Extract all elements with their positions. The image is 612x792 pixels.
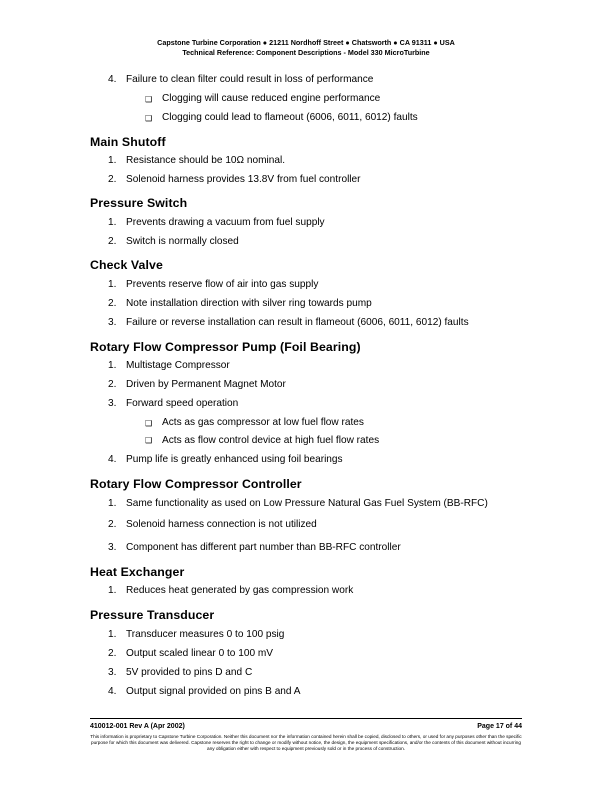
section-heading-check-valve: Check Valve [90, 258, 163, 272]
list-item: Output scaled linear 0 to 100 mV [126, 648, 274, 659]
section-heading-pressure-switch: Pressure Switch [90, 196, 188, 210]
checkbox-bullet-icon: ❑ [145, 419, 153, 428]
list-item: Transducer measures 0 to 100 psig [126, 629, 285, 640]
list-number: 1. [108, 360, 117, 371]
header-address: Capstone Turbine Corporation ● 21211 Nordhoff Street ● Chatsworth ● CA 91311 ● USA [157, 38, 455, 47]
list-item: Switch is normally closed [126, 236, 239, 247]
checkbox-bullet-icon: ❑ [145, 95, 153, 104]
list-item: Prevents reserve flow of air into gas supply [126, 279, 319, 290]
list-number: 2. [108, 379, 117, 390]
list-number: 1. [108, 498, 117, 509]
list-number: 3. [108, 667, 117, 678]
list-number: 1. [108, 585, 117, 596]
list-item: Solenoid harness connection is not utilized [126, 519, 317, 530]
list-item: Resistance should be 10Ω nominal. [126, 155, 286, 166]
list-number: 3. [108, 398, 117, 409]
header-title: Technical Reference: Component Descriptions - Model 330 MicroTurbine [182, 48, 430, 57]
section-heading-rotary-pump: Rotary Flow Compressor Pump (Foil Bearing) [90, 340, 361, 354]
checkbox-bullet-icon: ❑ [145, 436, 153, 445]
sub-list-item: Acts as flow control device at high fuel flow rates [162, 435, 380, 446]
section-heading-rotary-controller: Rotary Flow Compressor Controller [90, 477, 302, 491]
list-number: 2. [108, 648, 117, 659]
list-item: Solenoid harness provides 13.8V from fuel controller [126, 174, 361, 185]
list-item: Component has different part number than BB-RFC controller [126, 542, 401, 553]
section-heading-heat-exchanger: Heat Exchanger [90, 565, 185, 579]
list-item: Prevents drawing a vacuum from fuel supply [126, 217, 325, 228]
list-item: Output signal provided on pins B and A [126, 686, 301, 697]
section-heading-pressure-transducer: Pressure Transducer [90, 608, 215, 622]
list-item: 5V provided to pins D and C [126, 667, 253, 678]
list-item: Multistage Compressor [126, 360, 230, 371]
list-number: 3. [108, 542, 117, 553]
list-item: Forward speed operation [126, 398, 239, 409]
list-number: 3. [108, 317, 117, 328]
checkbox-bullet-icon: ❑ [145, 114, 153, 123]
footer-divider [90, 718, 522, 719]
list-number: 2. [108, 298, 117, 309]
list-number: 1. [108, 217, 117, 228]
list-item: Driven by Permanent Magnet Motor [126, 379, 286, 390]
sub-list-item: Clogging will cause reduced engine performance [162, 93, 381, 104]
list-item: Reduces heat generated by gas compression work [126, 585, 354, 596]
sub-list-item: Acts as gas compressor at low fuel flow rates [162, 417, 364, 428]
list-item: Failure or reverse installation can result in flameout (6006, 6011, 6012) faults [126, 317, 469, 328]
list-number: 2. [108, 519, 117, 530]
list-number: 1. [108, 279, 117, 290]
list-item: Same functionality as used on Low Pressure Natural Gas Fuel System (BB-RFC) [126, 498, 488, 509]
sub-list-item: Clogging could lead to flameout (6006, 6011, 6012) faults [162, 112, 418, 123]
list-number: 4. [108, 454, 117, 465]
footer-legal-notice: This information is proprietary to Capstone Turbine Corporation. Neither this document nor the information contained herein shall be copied, disclosed to others, or used for any purposes other than the specific purpose for which this document was delivered. Capstone reserves the right to change or modify without notice, the design, the equipment specifications, and/or the contents of this document without incurring any obligation either with respect to equipment previously sold or in the process of construction. [90, 734, 522, 751]
list-item: Pump life is greatly enhanced using foil bearings [126, 454, 343, 465]
section-heading-main-shutoff: Main Shutoff [90, 135, 166, 149]
list-number: 2. [108, 236, 117, 247]
list-number: 4. [108, 74, 117, 85]
list-item: Failure to clean filter could result in loss of performance [126, 74, 374, 85]
footer-document-id: 410012-001 Rev A (Apr 2002) [90, 723, 185, 730]
list-number: 2. [108, 174, 117, 185]
list-number: 1. [108, 629, 117, 640]
footer-page-number: Page 17 of 44 [477, 723, 522, 730]
list-item: Note installation direction with silver ring towards pump [126, 298, 372, 309]
list-number: 1. [108, 155, 117, 166]
list-number: 4. [108, 686, 117, 697]
